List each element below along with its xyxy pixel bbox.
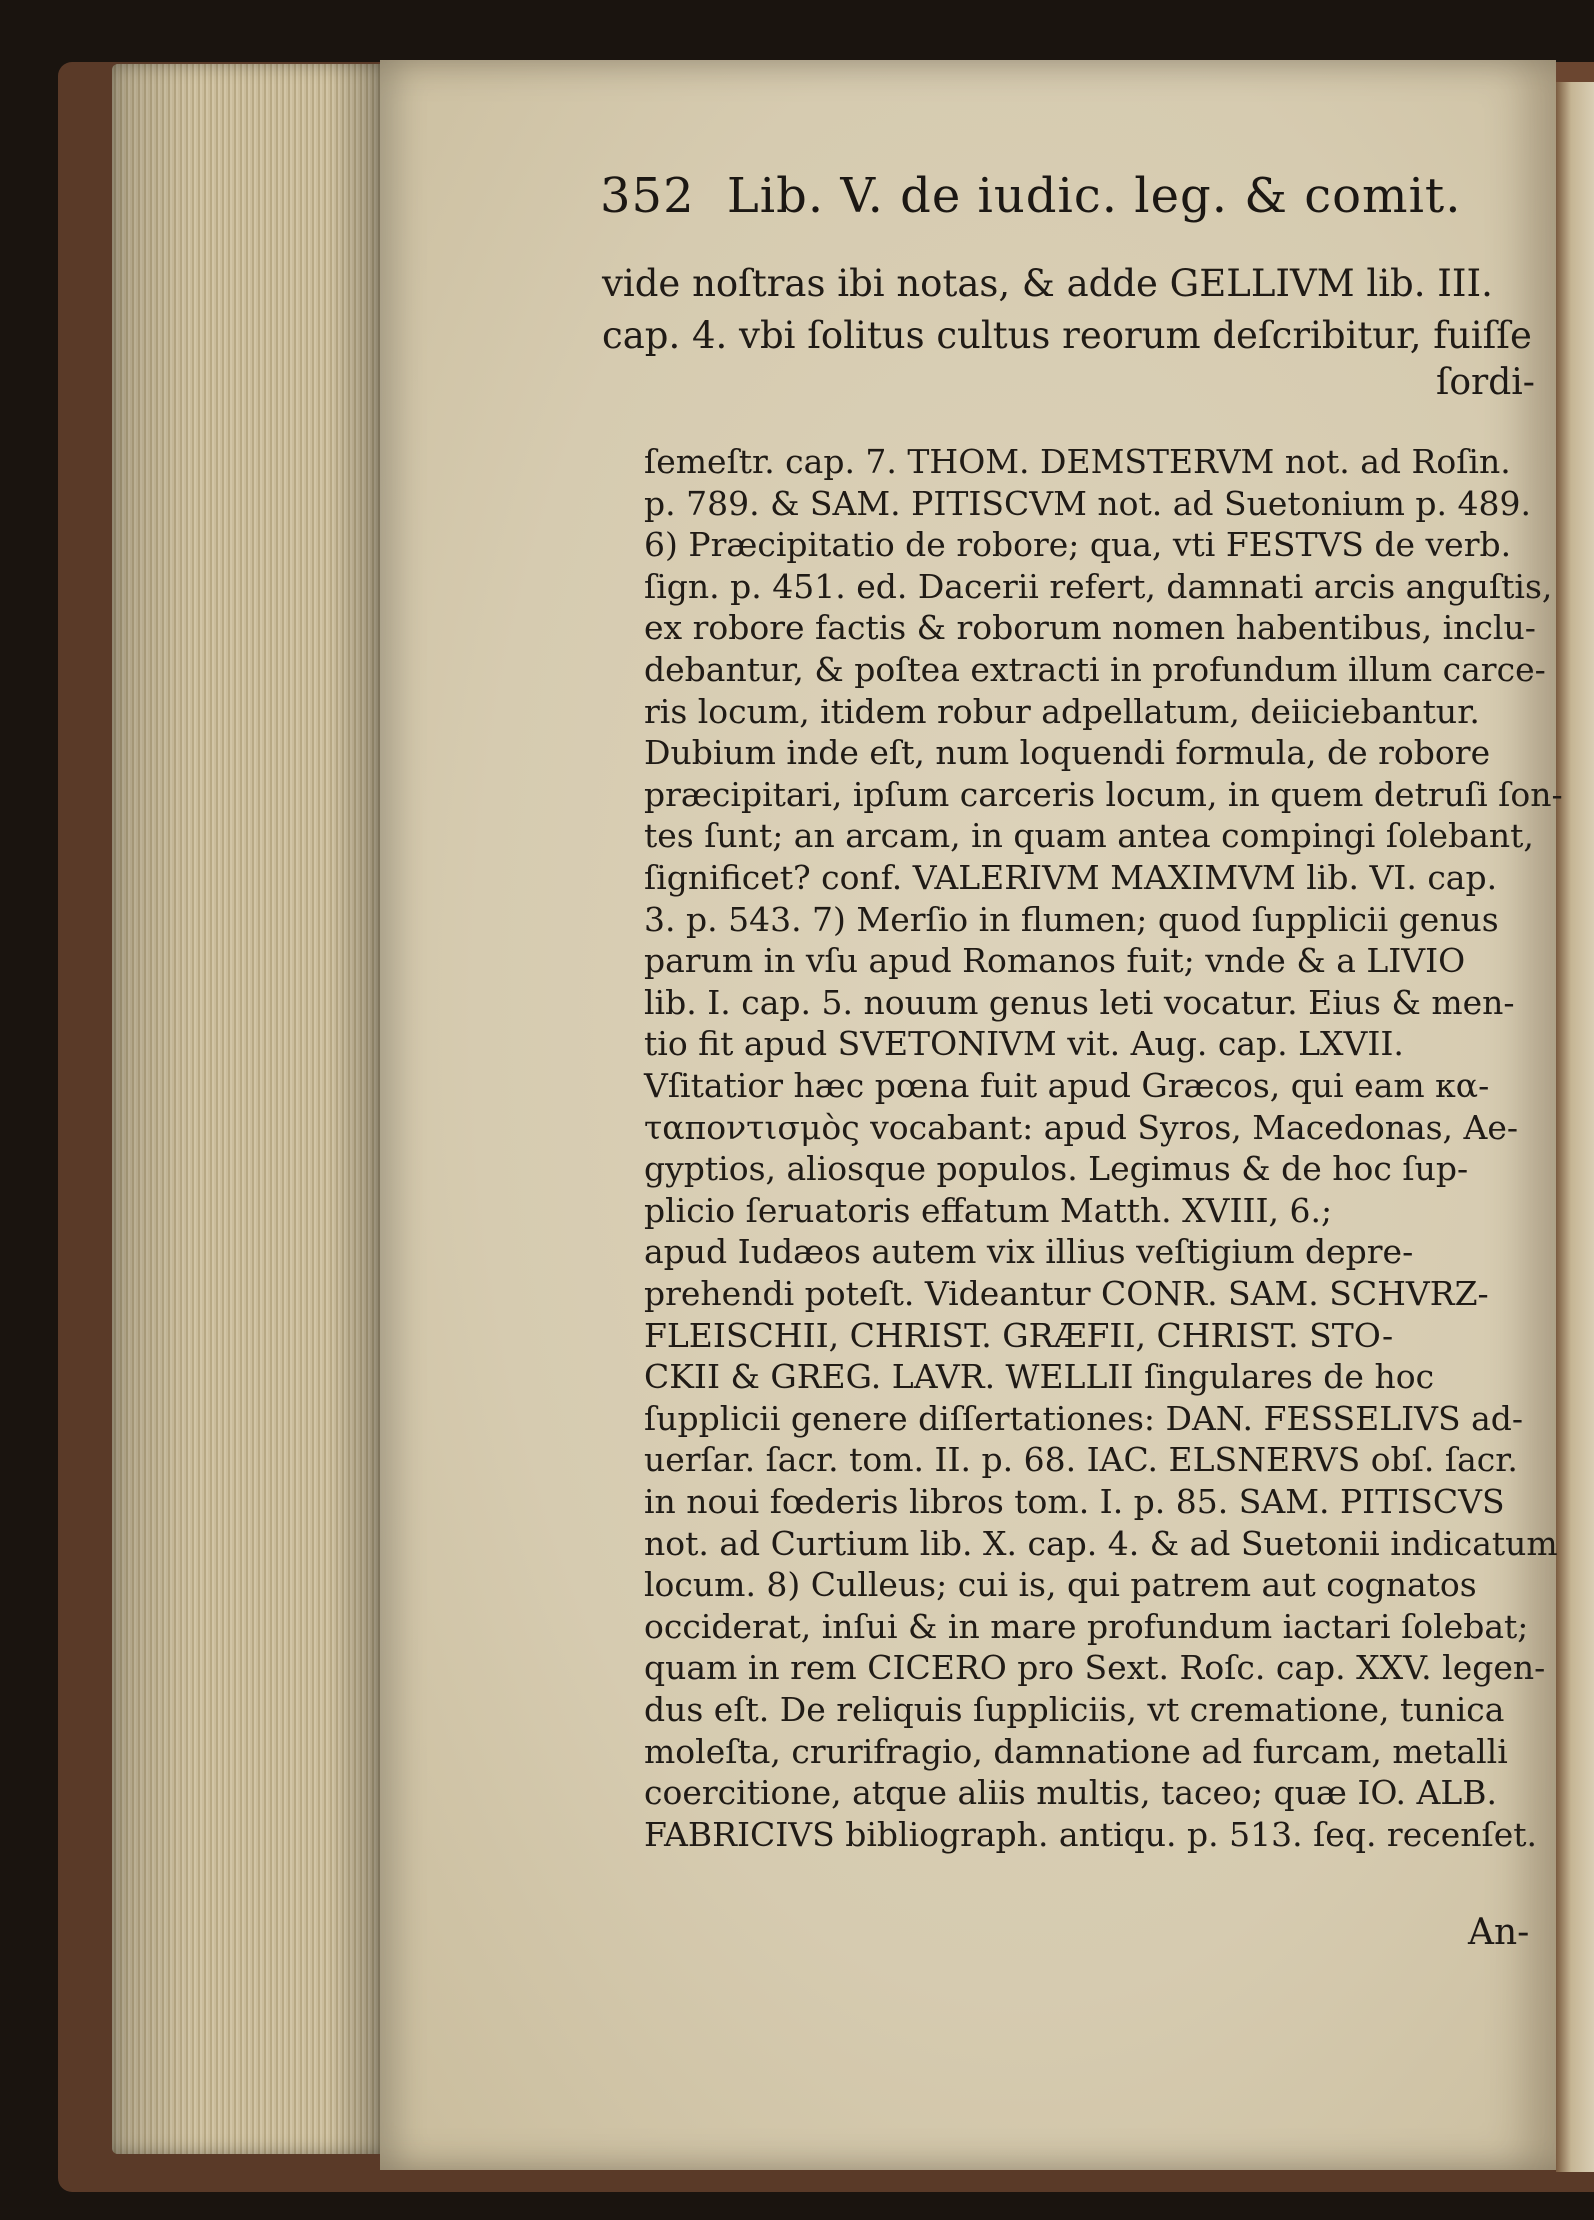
footnote-line: ſignificet? conf. VALERIVM MAXIMVM lib. VI. cap. (644, 858, 1498, 897)
upper-catchword: ſordi- (1436, 362, 1535, 403)
running-title: Lib. V. de iudic. leg. & comit. (726, 168, 1462, 224)
footnote-line: lib. I. cap. 5. nouum genus leti vocatur. Eius & men- (644, 982, 1515, 1022)
footnote-line: not. ad Curtium lib. X. cap. 4. & ad Suetonii indicatum (644, 1523, 1558, 1563)
page-number: 352 (600, 168, 695, 224)
footnote-line: ex robore factis & roborum nomen habentibus, inclu- (644, 608, 1536, 648)
facing-page-gutter (1556, 62, 1594, 2172)
footnote-line: coercitione, atque aliis multis, taceo; quæ IO. ALB. (644, 1773, 1497, 1813)
footnote-line: occiderat, inſui & in mare profundum iactari ſolebat; (644, 1606, 1529, 1646)
footnote-line: præcipitari, ipſum carceris locum, in quem detruſi ſon- (644, 774, 1563, 814)
footnote-line: in noui fœderis libros tom. I. p. 85. SAM. PITISCVS (644, 1482, 1505, 1521)
footnote-line: debantur, & poſtea extracti in profundum illum carce- (644, 650, 1546, 689)
footnote-line: quam in rem CICERO pro Sext. Roſc. cap. XXV. legen- (644, 1648, 1546, 1688)
footnote-line: tio fit apud SVETONIVM vit. Aug. cap. LXVII. (644, 1024, 1404, 1064)
notes-catchword: An- (1468, 1912, 1530, 1953)
page-stack-shadow (112, 64, 384, 2154)
footnote-line: FLEISCHII, CHRIST. GRÆFII, CHRIST. STO- (644, 1315, 1394, 1355)
footnote-line: Vſitatior hæc pœna fuit apud Græcos, qui eam κα- (644, 1066, 1490, 1105)
footnote-line: ſemeſtr. cap. 7. THOM. DEMSTERVM not. ad Roſin. (644, 442, 1511, 481)
footnote-line: ris locum, itidem robur adpellatum, deiiciebantur. (644, 691, 1480, 731)
footnote-line: gyptios, aliosque populos. Legimus & de hoc ſup- (644, 1149, 1469, 1189)
footnote-line: Dubium inde eſt, num loquendi formula, de robore (644, 733, 1491, 773)
upper-line-2: cap. 4. vbi ſolitus cultus reorum deſcribitur, fuiſſe (602, 314, 1532, 357)
footnote-line: 6) Præcipitatio de robore; qua, vti FESTVS de verb. (644, 525, 1512, 565)
footnote-line: tes ſunt; an arcam, in quam antea compingi ſolebant, (644, 816, 1534, 856)
footnote-line: prehendi poteſt. Videantur CONR. SAM. SCHVRZ- (644, 1274, 1489, 1313)
footnote-line: FABRICIVS bibliograph. antiqu. p. 513. ſeq. recenſet. (644, 1814, 1537, 1854)
footnote-line: locum. 8) Culleus; cui is, qui patrem aut cognatos (644, 1565, 1477, 1605)
footnote-line: plicio ſeruatoris effatum Matth. XVIII, 6.; (644, 1190, 1333, 1230)
footnote-line: ſupplicii genere diſſertationes: DAN. FESSELIVS ad- (644, 1398, 1524, 1438)
footnote-line: dus eſt. De reliquis ſuppliciis, vt crematione, tunica (644, 1690, 1505, 1729)
footnote-line: ſign. p. 451. ed. Dacerii refert, damnati arcis anguſtis, (644, 566, 1553, 606)
cover-corner (1556, 62, 1594, 82)
footnote-line: ταποντισμὸς vocabant: apud Syros, Macedonas, Ae- (644, 1107, 1519, 1147)
running-head (600, 168, 1520, 224)
footnote-line: 3. p. 543. 7) Merſio in flumen; quod ſupplicii genus (644, 899, 1499, 939)
footnote-line: apud Iudæos autem vix illius veſtigium depre- (644, 1232, 1414, 1272)
upper-line-1: vide noſtras ibi notas, & adde GELLIVM lib. III. (602, 262, 1493, 305)
footnote-line: moleſta, crurifragio, damnatione ad furcam, metalli (644, 1731, 1508, 1771)
footnote-line: uerſar. ſacr. tom. II. p. 68. IAC. ELSNERVS obſ. ſacr. (644, 1440, 1518, 1480)
footnote-line: p. 789. & SAM. PITISCVM not. ad Suetonium p. 489. (644, 483, 1531, 523)
footnote-line: parum in vſu apud Romanos fuit; vnde & a LIVIO (644, 941, 1466, 981)
footnote-line: CKII & GREG. LAVR. WELLII ſingulares de hoc (644, 1357, 1435, 1397)
